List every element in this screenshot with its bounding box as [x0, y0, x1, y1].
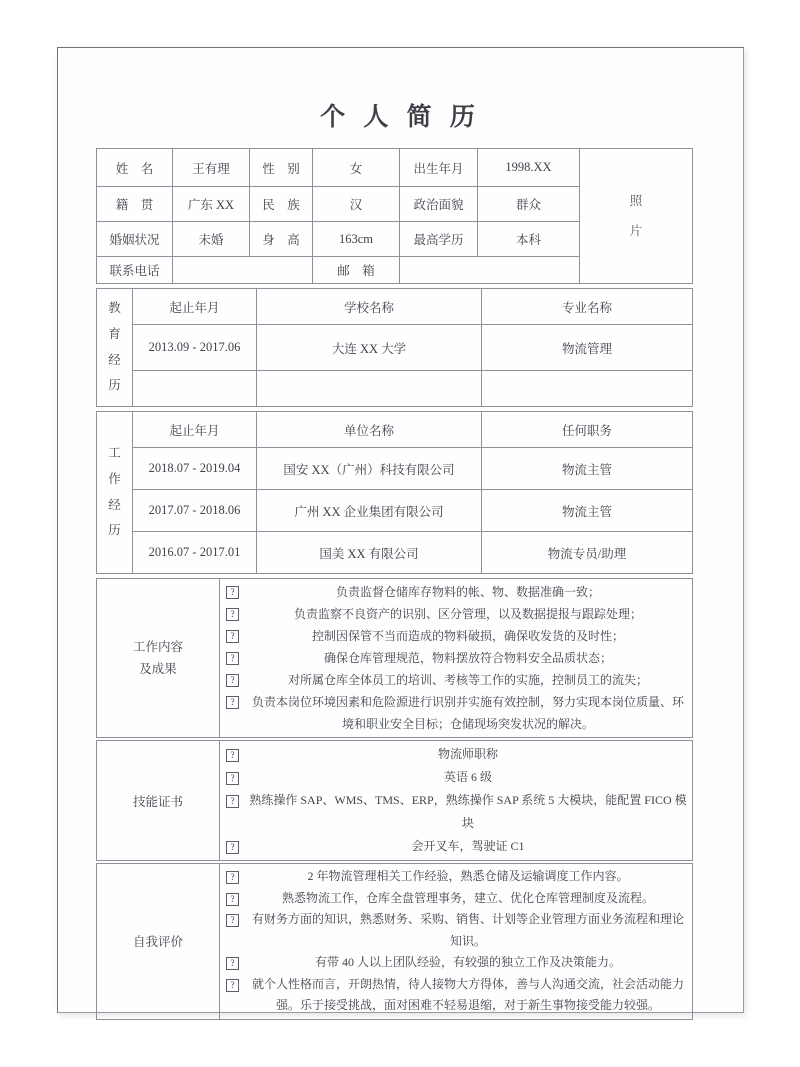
personal-info-table — [96, 148, 693, 284]
checkbox-glyph-icon: ? — [226, 795, 239, 808]
certificates-content — [220, 741, 693, 861]
education-school: 大连 XX 大学 — [257, 325, 482, 371]
list-item: ? 就个人性格而言，开朗热情，待人接物大方得体，善与人沟通交流，社会活动能力强。乐于接受挑战，面对困难不轻易退缩，对于新生事物接受能力较强。 — [224, 974, 688, 1017]
photo-placeholder — [580, 149, 693, 284]
work-company: 国安 XX（广州）科技有限公司 — [257, 448, 482, 490]
field-label-ethnicity: 民 族 — [250, 187, 313, 222]
field-label-marital-status: 婚姻状况 — [97, 222, 173, 257]
section-label-text: 教育经历 — [108, 301, 121, 393]
checkbox-glyph-icon: ? — [226, 674, 239, 687]
checkbox-glyph-icon: ? — [226, 914, 239, 927]
list-item: ? 会开叉车，驾驶证 C1 — [224, 835, 688, 858]
field-label-education-level: 最高学历 — [400, 222, 478, 257]
table-row — [97, 325, 693, 371]
table-row — [97, 149, 693, 187]
list-item: ? 物流师职称 — [224, 743, 688, 766]
table-row — [97, 371, 693, 407]
education-table — [96, 288, 693, 407]
self-evaluation-content — [220, 864, 693, 1020]
resume-page — [57, 47, 744, 1013]
field-value-phone — [173, 257, 313, 284]
work-company: 国美 XX 有限公司 — [257, 532, 482, 574]
checkbox-glyph-icon: ? — [226, 893, 239, 906]
list-item: ? 对所属仓库全体员工的培训、考核等工作的实施，控制员工的流失； — [224, 669, 688, 691]
checkbox-glyph-icon: ? — [226, 630, 239, 643]
field-label-birth: 出生年月 — [400, 149, 478, 187]
table-row — [97, 741, 693, 861]
education-major — [482, 371, 693, 407]
field-label-height: 身 高 — [250, 222, 313, 257]
section-label-text: 工作内容及成果 — [132, 639, 183, 676]
table-row — [97, 490, 693, 532]
list-item: ? 英语 6 级 — [224, 766, 688, 789]
section-label-work — [97, 412, 133, 574]
field-label-native-place: 籍 贯 — [97, 187, 173, 222]
work-position: 物流主管 — [482, 448, 693, 490]
work-experience-table — [96, 411, 693, 574]
field-value-height: 163cm — [313, 222, 400, 257]
column-header-school: 学校名称 — [257, 289, 482, 325]
field-value-political-status: 群众 — [478, 187, 580, 222]
table-row — [97, 532, 693, 574]
list-item: ? 熟悉物流工作，仓库全盘管理事务，建立、优化仓库管理制度及流程。 — [224, 888, 688, 910]
table-row — [97, 579, 693, 738]
table-row — [97, 864, 693, 1020]
section-label-text: 技能证书 — [132, 794, 183, 809]
section-label-text: 工作经历 — [108, 446, 121, 538]
field-label-phone: 联系电话 — [97, 257, 173, 284]
field-value-gender: 女 — [313, 149, 400, 187]
column-header-position: 任何职务 — [482, 412, 693, 448]
work-period: 2017.07 - 2018.06 — [133, 490, 257, 532]
list-item: ? 熟练操作 SAP、WMS、TMS、ERP，熟练操作 SAP 系统 5 大模块，能配置 FICO 模块 — [224, 789, 688, 835]
field-value-ethnicity: 汉 — [313, 187, 400, 222]
education-period — [133, 371, 257, 407]
certificates-table — [96, 740, 693, 861]
field-value-name: 王有理 — [173, 149, 250, 187]
list-item: ? 控制因保管不当而造成的物料破损，确保收发货的及时性； — [224, 625, 688, 647]
section-label-self-evaluation — [97, 864, 220, 1020]
section-label-certificates — [97, 741, 220, 861]
education-major: 物流管理 — [482, 325, 693, 371]
duties-content — [220, 579, 693, 738]
list-item: ? 负责监察不良资产的识别、区分管理，以及数据提报与跟踪处理； — [224, 603, 688, 625]
checkbox-glyph-icon: ? — [226, 608, 239, 621]
work-position: 物流主管 — [482, 490, 693, 532]
list-item: ? 负责监督仓储库存物料的帐、物、数据准确一致； — [224, 581, 688, 603]
checkbox-glyph-icon: ? — [226, 871, 239, 884]
education-school — [257, 371, 482, 407]
checkbox-glyph-icon: ? — [226, 652, 239, 665]
section-label-education — [97, 289, 133, 407]
checkbox-glyph-icon: ? — [226, 841, 239, 854]
table-row — [97, 448, 693, 490]
checkbox-glyph-icon: ? — [226, 772, 239, 785]
checkbox-glyph-icon: ? — [226, 696, 239, 709]
column-header-period: 起止年月 — [133, 289, 257, 325]
field-label-gender: 性 别 — [250, 149, 313, 187]
list-item: ? 有带 40 人以上团队经验，有较强的独立工作及决策能力。 — [224, 952, 688, 974]
field-label-email: 邮 箱 — [313, 257, 400, 284]
field-value-education-level: 本科 — [478, 222, 580, 257]
checkbox-glyph-icon: ? — [226, 586, 239, 599]
work-period: 2016.07 - 2017.01 — [133, 532, 257, 574]
checkbox-glyph-icon: ? — [226, 749, 239, 762]
table-row — [97, 289, 693, 325]
photo-label: 照片 — [629, 194, 643, 238]
field-value-native-place: 广东 XX — [173, 187, 250, 222]
column-header-period: 起止年月 — [133, 412, 257, 448]
field-value-birth: 1998.XX — [478, 149, 580, 187]
resume-title: 个 人 简 历 — [320, 104, 481, 131]
list-item: ? 2 年物流管理相关工作经验，熟悉仓储及运输调度工作内容。 — [224, 866, 688, 888]
work-company: 广州 XX 企业集团有限公司 — [257, 490, 482, 532]
field-label-political-status: 政治面貌 — [400, 187, 478, 222]
section-label-duties — [97, 579, 220, 738]
education-period: 2013.09 - 2017.06 — [133, 325, 257, 371]
table-row — [97, 412, 693, 448]
column-header-company: 单位名称 — [257, 412, 482, 448]
self-evaluation-table — [96, 863, 693, 1020]
checkbox-glyph-icon: ? — [226, 979, 239, 992]
section-label-text: 自我评价 — [132, 935, 183, 950]
duties-table — [96, 578, 693, 738]
list-item: ? 有财务方面的知识，熟悉财务、采购、销售、计划等企业管理方面业务流程和理论知识。 — [224, 909, 688, 952]
field-value-marital-status: 未婚 — [173, 222, 250, 257]
work-position: 物流专员/助理 — [482, 532, 693, 574]
list-item: ? 确保仓库管理规范，物料摆放符合物料安全品质状态； — [224, 647, 688, 669]
field-label-name: 姓 名 — [97, 149, 173, 187]
list-item: ? 负责本岗位环境因素和危险源进行识别并实施有效控制，努力实现本岗位质量、环境和职业安全目标；仓储现场突发状况的解决。 — [224, 691, 688, 735]
work-period: 2018.07 - 2019.04 — [133, 448, 257, 490]
checkbox-glyph-icon: ? — [226, 957, 239, 970]
field-value-email — [400, 257, 580, 284]
column-header-major: 专业名称 — [482, 289, 693, 325]
